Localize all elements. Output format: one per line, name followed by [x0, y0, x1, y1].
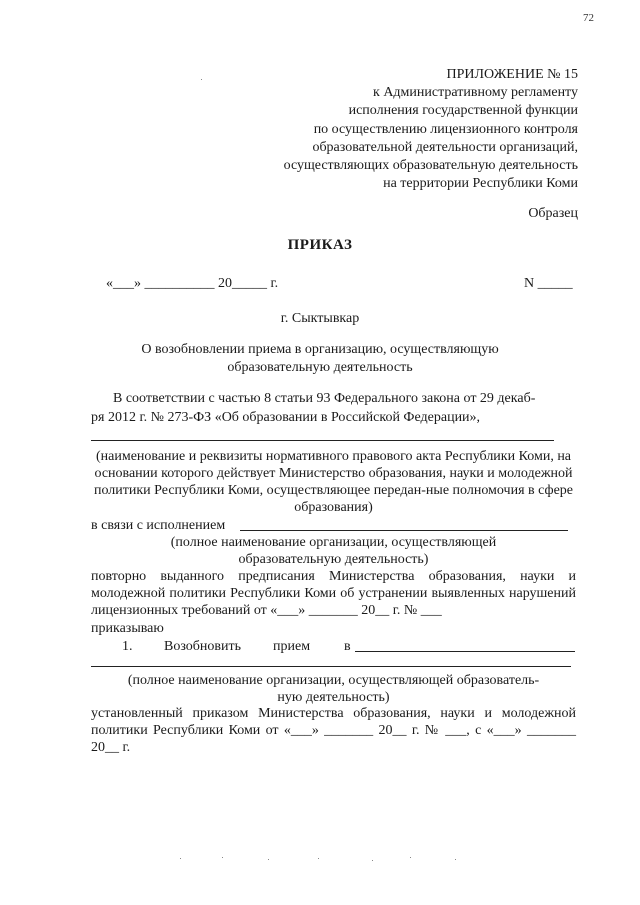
order-word: приказываю: [91, 621, 164, 636]
subject-line: образовательную деятельность: [227, 360, 413, 375]
note-organization-2: [91, 672, 576, 706]
note-line: ную деятельность): [277, 690, 390, 705]
established-paragraph: установленный приказом Министерства образования, науки и молодежной политики Республики Коми от «___» _______ 20__ г. № ___, с «___» _______ 20__ г.: [91, 706, 576, 755]
intro-line-1: В соответствии с частью 8 статьи 93 Федерального закона от 29 декаб-: [113, 391, 536, 406]
note-legal-act: (наименование и реквизиты нормативного правового акта Республики Коми, на основании которого действует Министерство образования, науки и молодежной политики Республики Коми, осуществляющее передан-ные полномочия в сфере образования): [93, 449, 574, 515]
item-word: прием: [273, 639, 311, 654]
appendix-line: по осуществлению лицензионного контроля: [313, 121, 578, 137]
note-line: образовательную деятельность): [238, 552, 429, 567]
document-title: ПРИКАЗ: [287, 237, 353, 253]
blank-line-legal-act: [91, 440, 554, 441]
appendix-line: ПРИЛОЖЕНИЕ № 15: [446, 67, 578, 82]
note-line: (полное наименование организации, осуществляющей: [170, 535, 497, 550]
appendix-line: к Административному регламенту: [373, 85, 578, 101]
blank-line-organization-full: [91, 666, 571, 667]
in-connection-label: в связи с исполнением: [91, 518, 226, 533]
appendix-line: образовательной деятельности организаций,: [312, 139, 578, 155]
date-line: «___» __________ 20_____ г.: [106, 276, 279, 291]
note-line: (полное наименование организации, осуществляющей образователь-: [127, 673, 540, 688]
blank-line-item1: [355, 651, 575, 652]
subject-line: О возобновлении приема в организацию, осуществляющую: [141, 342, 499, 357]
item-word: Возобновить: [164, 639, 242, 654]
appendix-line: осуществляющих образовательную деятельность: [283, 158, 578, 174]
page-number: 72: [583, 12, 594, 24]
number-line: N _____: [524, 276, 573, 291]
city-line: г. Сыктывкар: [280, 311, 360, 326]
blank-line-organization: [240, 530, 568, 531]
repeated-order-paragraph: повторно выданного предписания Министерства образования, науки и молодежной политики Республики Коми об устранении выявленных нарушений лицензионных требований от «___» _______ 20__ г. № ___: [91, 569, 576, 618]
appendix-header: [284, 66, 578, 193]
item-number: 1.: [122, 639, 133, 654]
order-subject: [0, 341, 640, 377]
item-word: в: [344, 639, 351, 654]
appendix-line: на территории Республики Коми: [383, 176, 578, 192]
intro-line-2: ря 2012 г. № 273-ФЗ «Об образовании в Российской Федерации»,: [91, 410, 481, 425]
appendix-line: исполнения государственной функции: [348, 103, 578, 119]
note-organization: [91, 534, 576, 568]
sample-label: Образец: [528, 206, 578, 221]
